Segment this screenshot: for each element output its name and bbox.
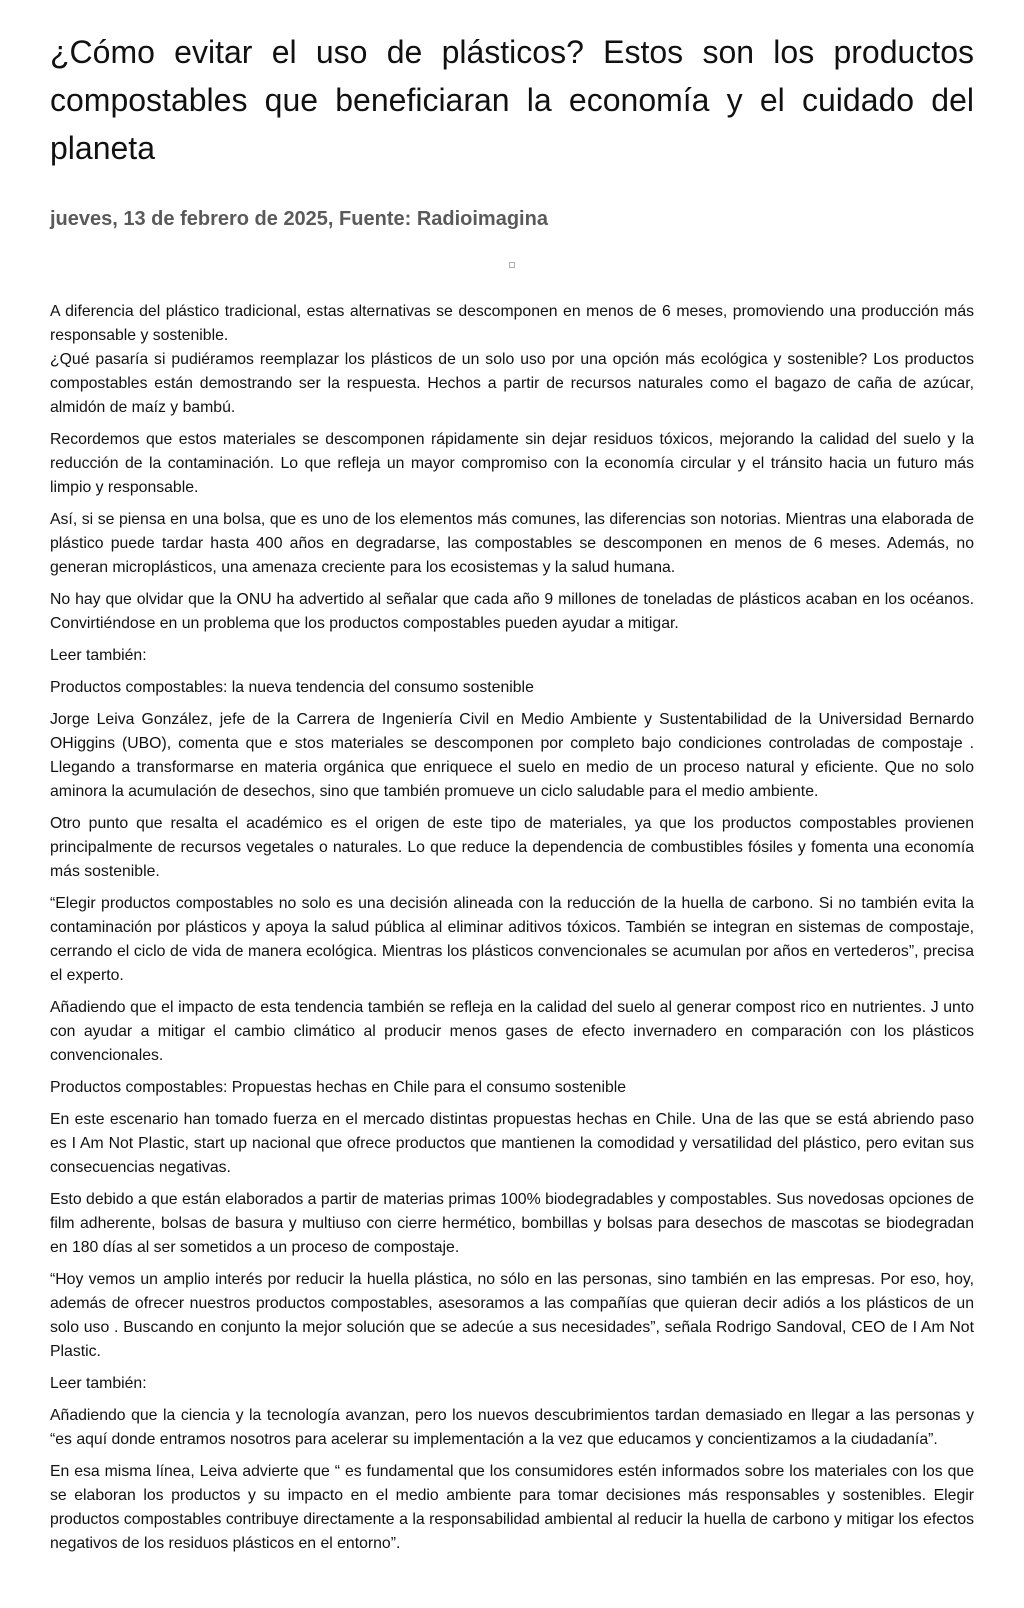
read-also-label: Leer también: — [50, 1375, 147, 1392]
article-subheading: Productos compostables: la nueva tendencia del consumo sostenible — [50, 679, 534, 696]
article-paragraph: Jorge Leiva González, jefe de la Carrera de Ingeniería Civil en Medio Ambiente y Sustentabilidad de la Universidad Bernardo OHiggins (UBO), comenta que e stos materiales se descomponen por completo bajo condiciones controladas de compostaje . Llegando a transformarse en materia orgánica que enriquece el suelo en medio de un proceso natural y eficiente. Que no solo aminora la acumulación de desechos, sino que también promueve un ciclo saludable para el medio ambiente. — [50, 711, 974, 800]
article-paragraph: No hay que olvidar que la ONU ha advertido al señalar que cada año 9 millones de toneladas de plásticos acaban en los océanos. Convirtiéndose en un problema que los productos compostables pueden ayudar a mitigar. — [50, 591, 974, 632]
article-date-source: jueves, 13 de febrero de 2025, Fuente: Radioimagina — [50, 208, 548, 230]
broken-image-icon — [509, 262, 515, 268]
article-paragraph: Recordemos que estos materiales se descomponen rápidamente sin dejar residuos tóxicos, mejorando la calidad del suelo y la reducción de la contaminación. Lo que refleja un mayor compromiso con la economía circular y el tránsito hacia un futuro más limpio y responsable. — [50, 431, 974, 496]
article-paragraph: Otro punto que resalta el académico es el origen de este tipo de materiales, ya que los productos compostables provienen principalmente de recursos vegetales o naturales. Lo que reduce la dependencia de combustibles fósiles y fomenta una economía más sostenible. — [50, 815, 974, 880]
article-paragraph: Esto debido a que están elaborados a partir de materias primas 100% biodegradables y compostables. Sus novedosas opciones de film adherente, bolsas de basura y multiuso con cierre hermético, bombillas y bolsas para desechos de mascotas se biodegradan en 180 días al ser sometidos a un proceso de compostaje. — [50, 1191, 974, 1256]
article-paragraph: En esa misma línea, Leiva advierte que “ es fundamental que los consumidores estén informados sobre los materiales con los que se elaboran los productos y su impacto en el medio ambiente para tomar decisiones más responsables y sostenibles. Elegir productos compostables contribuye directamente a la responsabilidad ambiental al reducir la huella de carbono y mitigar los efectos negativos de los residuos plásticos en el entorno”. — [50, 1463, 974, 1552]
read-also-label: Leer también: — [50, 647, 147, 664]
article-paragraph: Añadiendo que el impacto de esta tendencia también se refleja en la calidad del suelo al generar compost rico en nutrientes. J unto con ayudar a mitigar el cambio climático al producir menos gases de efecto invernadero en comparación con los plásticos convencionales. — [50, 999, 974, 1064]
article-paragraph: A diferencia del plástico tradicional, estas alternativas se descomponen en menos de 6 meses, promoviendo una producción más responsable y sostenible. — [50, 303, 974, 344]
article-quote: “Hoy vemos un amplio interés por reducir la huella plástica, no sólo en las personas, sino también en las empresas. Por eso, hoy, además de ofrecer nuestros productos compostables, asesoramos a las compañías que quieran decir adiós a los plásticos de un solo uso . Buscando en conjunto la mejor solución que se adecúe a sus necesidades”, señala Rodrigo Sandoval, CEO de I Am Not Plastic. — [50, 1271, 974, 1360]
article-quote: “Elegir productos compostables no solo es una decisión alineada con la reducción de la huella de carbono. Si no también evita la contaminación por plásticos y apoya la salud pública al eliminar aditivos tóxicos. También se integran en sistemas de compostaje, cerrando el ciclo de vida de manera ecológica. Mientras los plásticos convencionales se acumulan por años en vertederos”, precisa el experto. — [50, 895, 974, 984]
article-paragraph: Añadiendo que la ciencia y la tecnología avanzan, pero los nuevos descubrimientos tardan demasiado en llegar a las personas y “es aquí donde entramos nosotros para acelerar su implementación a la vez que educamos y concientizamos a la ciudadanía”. — [50, 1407, 974, 1448]
article-paragraph: ¿Qué pasaría si pudiéramos reemplazar los plásticos de un solo uso por una opción más ecológica y sostenible? Los productos compostables están demostrando ser la respuesta. Hechos a partir de recursos naturales como el bagazo de caña de azúcar, almidón de maíz y bambú. — [50, 351, 974, 416]
article-subheading: Productos compostables: Propuestas hechas en Chile para el consumo sostenible — [50, 1079, 627, 1096]
article-paragraph: Así, si se piensa en una bolsa, que es uno de los elementos más comunes, las diferencias son notorias. Mientras una elaborada de plástico puede tardar hasta 400 años en degradarse, las compostables se descomponen en menos de 6 meses. Además, no generan microplásticos, una amenaza creciente para los ecosistemas y la salud humana. — [50, 511, 974, 576]
article-paragraph: En este escenario han tomado fuerza en el mercado distintas propuestas hechas en Chile. Una de las que se está abriendo paso es I Am Not Plastic, start up nacional que ofrece productos que mantienen la comodidad y versatilidad del plástico, pero evitan sus consecuencias negativas. — [50, 1111, 974, 1176]
article-title: ¿Cómo evitar el uso de plásticos? Estos son los productos compostables que beneficiaran la economía y el cuidado del planeta — [50, 34, 974, 166]
article-body — [50, 300, 974, 1556]
